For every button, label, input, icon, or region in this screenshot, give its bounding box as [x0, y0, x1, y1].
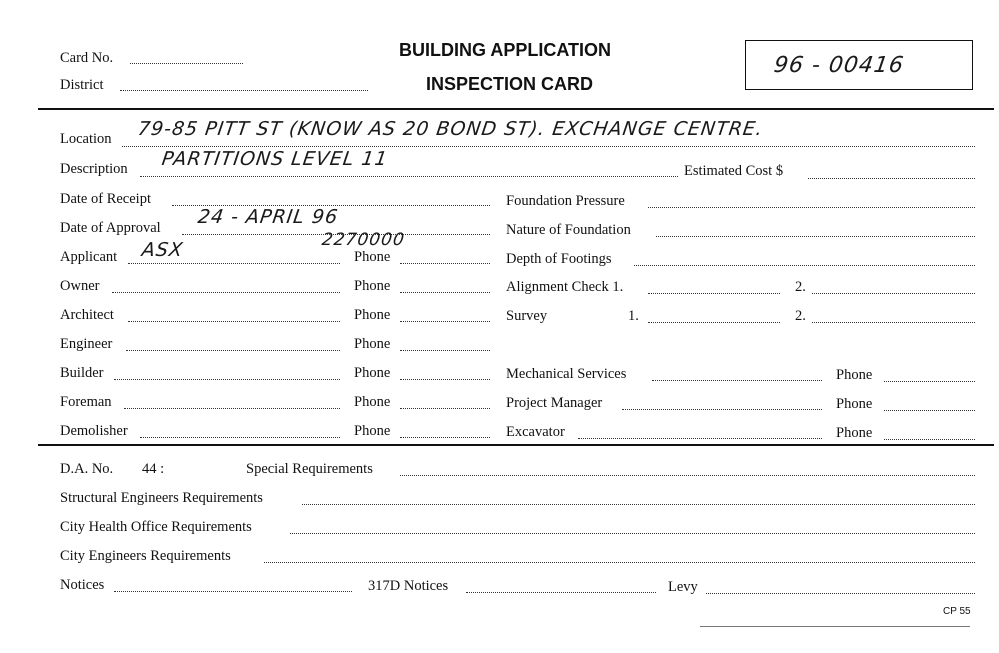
excavator-phone-label: Phone [836, 425, 873, 441]
foreman-label: Foreman [60, 394, 112, 410]
depth-of-footings-label: Depth of Footings [506, 251, 612, 267]
applicant-label: Applicant [60, 249, 118, 265]
builder-phone-label: Phone [354, 365, 391, 381]
estimated-cost-line [808, 178, 975, 179]
special-requirements-line [400, 475, 975, 476]
form-title-line2: INSPECTION CARD [426, 74, 594, 94]
architect-phone-label: Phone [354, 307, 391, 323]
city-engineers-line [264, 562, 975, 563]
notices-317d-line [466, 592, 656, 593]
estimated-cost-label: Estimated Cost $ [684, 163, 784, 179]
structural-engineers-line [302, 504, 975, 505]
project-manager-phone-line [884, 410, 975, 411]
nature-of-foundation-line [656, 236, 975, 237]
middle-rule [38, 444, 994, 446]
city-health-label: City Health Office Requirements [60, 519, 252, 535]
project-manager-label: Project Manager [506, 395, 603, 411]
date-of-receipt-label: Date of Receipt [60, 191, 151, 207]
engineer-phone-label: Phone [354, 336, 391, 352]
survey-line-2 [812, 322, 975, 323]
foreman-phone-line [400, 408, 490, 409]
description-line [140, 176, 678, 177]
mechanical-phone-line [884, 381, 975, 382]
demolisher-phone-line [400, 437, 490, 438]
applicant-phone-label: Phone [354, 249, 391, 265]
district-label: District [60, 77, 104, 93]
survey-2-label: 2. [795, 308, 806, 324]
builder-line [114, 379, 340, 380]
location-line [122, 146, 975, 147]
builder-label: Builder [60, 365, 104, 381]
depth-of-footings-line [634, 265, 975, 266]
location-label: Location [60, 131, 112, 147]
form-code: CP 55 [943, 606, 971, 617]
project-manager-phone-label: Phone [836, 396, 873, 412]
mechanical-services-label: Mechanical Services [506, 366, 627, 382]
owner-label: Owner [60, 278, 100, 294]
notices-line [114, 591, 352, 592]
engineer-label: Engineer [60, 336, 113, 352]
owner-phone-label: Phone [354, 278, 391, 294]
card-number-box [745, 40, 973, 90]
engineer-line [126, 350, 340, 351]
structural-engineers-label: Structural Engineers Requirements [60, 490, 263, 506]
survey-line-1 [648, 322, 780, 323]
levy-label: Levy [668, 579, 698, 595]
architect-phone-line [400, 321, 490, 322]
nature-of-foundation-label: Nature of Foundation [506, 222, 631, 238]
form-title-line1: BUILDING APPLICATION [399, 40, 611, 60]
card-no-label: Card No. [60, 50, 114, 66]
architect-label: Architect [60, 307, 114, 323]
district-line [120, 90, 368, 91]
applicant-line [128, 263, 340, 264]
survey-1-label: 1. [628, 308, 639, 324]
demolisher-line [140, 437, 340, 438]
demolisher-phone-label: Phone [354, 423, 391, 439]
bottom-edge-line [700, 626, 970, 627]
applicant-phone-line [400, 263, 490, 264]
excavator-line [578, 438, 822, 439]
architect-line [128, 321, 340, 322]
excavator-phone-line [884, 439, 975, 440]
date-of-approval-handwriting: 24 - APRIL 96 [196, 206, 340, 228]
alignment-check-line-2 [812, 293, 975, 294]
alignment-check-2-label: 2. [795, 279, 806, 295]
owner-phone-line [400, 292, 490, 293]
applicant-handwriting: ASX [140, 239, 185, 261]
notices-317d-label: 317D Notices [368, 578, 449, 594]
city-engineers-label: City Engineers Requirements [60, 548, 231, 564]
mechanical-phone-label: Phone [836, 367, 873, 383]
demolisher-label: Demolisher [60, 423, 128, 439]
card-no-line [130, 63, 243, 64]
da-no-value: 44 : [142, 461, 165, 477]
mechanical-services-line [652, 380, 822, 381]
foundation-pressure-label: Foundation Pressure [506, 193, 625, 209]
applicant-phone-handwriting: 2270000 [320, 230, 407, 250]
alignment-check-line-1 [648, 293, 780, 294]
header-rule [38, 108, 994, 110]
location-handwriting: 79-85 PITT ST (KNOW AS 20 BOND ST). EXCHANGE CENTRE. [136, 118, 765, 140]
foreman-phone-label: Phone [354, 394, 391, 410]
da-no-label: D.A. No. [60, 461, 114, 477]
description-handwriting: PARTITIONS LEVEL 11 [160, 148, 390, 170]
city-health-line [290, 533, 975, 534]
alignment-check-label: Alignment Check 1. [506, 279, 624, 295]
levy-line [706, 593, 975, 594]
foreman-line [124, 408, 340, 409]
engineer-phone-line [400, 350, 490, 351]
builder-phone-line [400, 379, 490, 380]
foundation-pressure-line [648, 207, 975, 208]
owner-line [112, 292, 340, 293]
description-label: Description [60, 161, 128, 177]
survey-label: Survey [506, 308, 548, 324]
card-number: 96 - 00416 [772, 53, 906, 78]
notices-label: Notices [60, 577, 105, 593]
special-requirements-label: Special Requirements [246, 461, 373, 477]
excavator-label: Excavator [506, 424, 565, 440]
project-manager-line [622, 409, 822, 410]
date-of-approval-label: Date of Approval [60, 220, 161, 236]
